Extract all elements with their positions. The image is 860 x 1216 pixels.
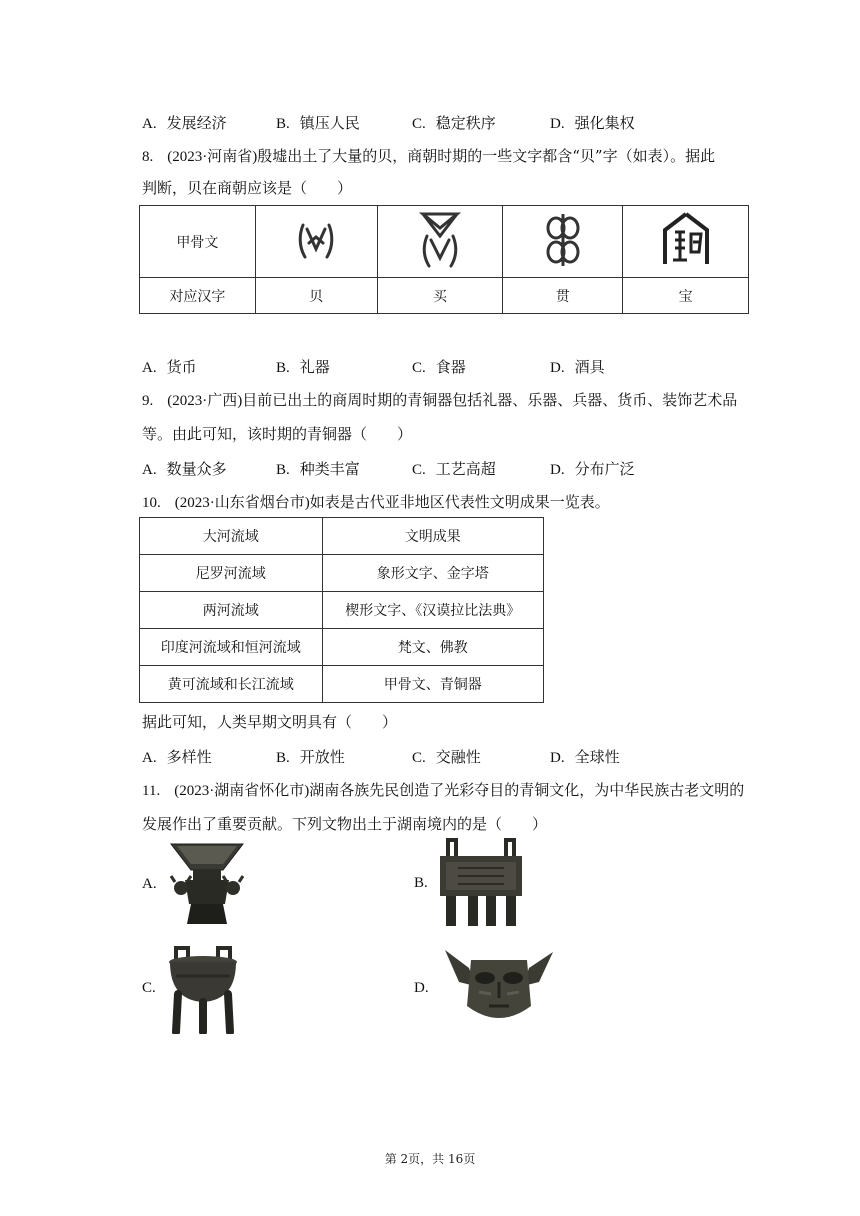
q9-option-d[interactable]: D. 分布广泛 xyxy=(550,460,635,478)
q8-header-oracle: 甲骨文 xyxy=(140,206,256,278)
q7-option-b[interactable]: B. 镇压人民 xyxy=(276,114,360,132)
q7-options xyxy=(142,112,762,132)
bronze-square-ding-icon xyxy=(438,838,524,928)
q8-stem-line1: 8. (2023·河南省)殷墟出土了大量的贝，商朝时期的一些文字都含“贝”字（如表）。据此 xyxy=(142,147,716,165)
q10-options xyxy=(142,746,762,766)
q7-option-c[interactable]: C. 稳定秩序 xyxy=(412,114,496,132)
q9-option-b[interactable]: B. 种类丰富 xyxy=(276,460,360,478)
q10-option-b[interactable]: B. 开放性 xyxy=(276,748,345,766)
table-cell: 甲骨文、青铜器 xyxy=(322,666,543,703)
q10-header-achievement: 文明成果 xyxy=(322,518,543,555)
q11-option-c[interactable] xyxy=(142,942,240,1034)
q9-stem-line2: 等。由此可知，该时期的青铜器（ ） xyxy=(142,425,413,443)
q10-option-c[interactable]: C. 交融性 xyxy=(412,748,481,766)
q10-civilization-table xyxy=(139,517,544,703)
table-cell: 尼罗河流域 xyxy=(140,555,323,592)
q9-option-a[interactable]: A. 数量众多 xyxy=(142,460,227,478)
q8-option-d[interactable]: D. 酒具 xyxy=(550,358,605,376)
q10-stem-line1: 10. (2023·山东省烟台市)如表是古代亚非地区代表性文明成果一览表。 xyxy=(142,493,610,511)
option-letter: B. xyxy=(414,874,428,891)
q9-stem-line1: 9. (2023·广西)目前已出土的商周时期的青铜器包括礼器、乐器、兵器、货币、装饰艺术品 xyxy=(142,391,738,409)
q8-char-cell: 贯 xyxy=(503,278,623,314)
glyph-bao-icon xyxy=(661,212,711,268)
q10-after-text: 据此可知，人类早期文明具有（ ） xyxy=(142,713,398,731)
option-letter: A. xyxy=(142,875,157,892)
q9-option-c[interactable]: C. 工艺高超 xyxy=(412,460,496,478)
q9-options xyxy=(142,458,762,478)
bronze-round-ding-icon xyxy=(166,942,240,1034)
table-cell: 印度河流域和恒河流域 xyxy=(140,629,323,666)
bronze-mask-icon xyxy=(439,946,559,1030)
q11-stem-line2: 发展作出了重要贡献。下列文物出土于湖南境内的是（ ） xyxy=(142,815,548,833)
q10-header-river: 大河流域 xyxy=(140,518,323,555)
q8-option-b[interactable]: B. 礼器 xyxy=(276,358,330,376)
q7-option-a[interactable]: A. 发展经济 xyxy=(142,114,227,132)
glyph-guan-icon xyxy=(543,212,583,268)
q11-option-a[interactable] xyxy=(142,840,247,928)
table-cell: 梵文、佛教 xyxy=(322,629,543,666)
oracle-glyph-bao xyxy=(623,206,749,278)
oracle-glyph-mai xyxy=(377,206,503,278)
glyph-mai-icon xyxy=(415,210,465,270)
q11-stem-line1: 11. (2023·湖南省怀化市)湖南各族先民创造了光彩夺目的青铜文化，为中华民族古老文明的 xyxy=(142,781,745,799)
q8-char-cell: 贝 xyxy=(255,278,377,314)
q10-option-a[interactable]: A. 多样性 xyxy=(142,748,212,766)
option-letter: D. xyxy=(414,979,429,996)
page-footer: 第 2页，共 16页 xyxy=(384,1152,476,1166)
glyph-bei-icon xyxy=(291,215,341,265)
q8-option-a[interactable]: A. 货币 xyxy=(142,358,197,376)
q11-option-b[interactable] xyxy=(414,838,524,928)
bronze-zun-vessel-icon xyxy=(167,840,247,928)
table-cell: 象形文字、金字塔 xyxy=(322,555,543,592)
q8-char-cell: 宝 xyxy=(623,278,749,314)
table-cell: 楔形文字、《汉谟拉比法典》 xyxy=(322,592,543,629)
q8-option-c[interactable]: C. 食器 xyxy=(412,358,466,376)
table-cell: 黄可流域和长江流域 xyxy=(140,666,323,703)
q8-stem-line2: 判断，贝在商朝应该是（ ） xyxy=(142,179,353,197)
table-cell: 两河流域 xyxy=(140,592,323,629)
q8-header-hanzi: 对应汉字 xyxy=(140,278,256,314)
q8-oracle-table xyxy=(139,205,749,314)
oracle-glyph-bei xyxy=(255,206,377,278)
q11-option-d[interactable] xyxy=(414,946,559,1030)
q7-option-d[interactable]: D. 强化集权 xyxy=(550,114,635,132)
q8-char-cell: 买 xyxy=(377,278,503,314)
oracle-glyph-guan xyxy=(503,206,623,278)
option-letter: C. xyxy=(142,979,156,996)
q8-options xyxy=(142,356,762,376)
q10-option-d[interactable]: D. 全球性 xyxy=(550,748,620,766)
